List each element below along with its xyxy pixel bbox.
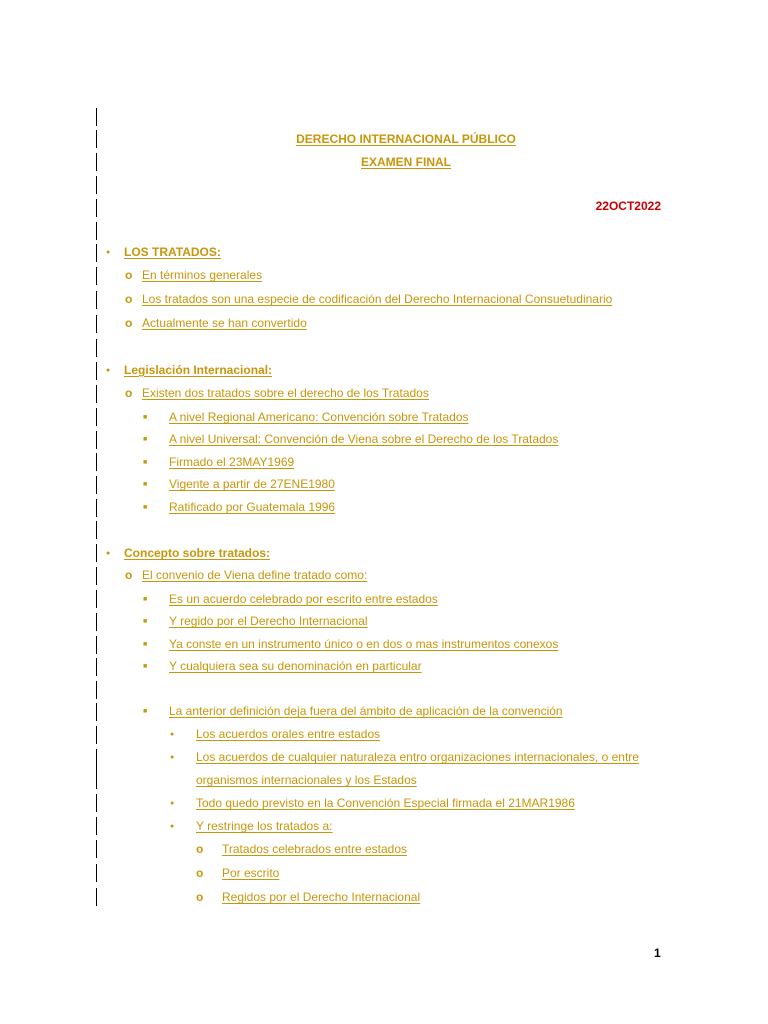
change-bar — [96, 476, 97, 494]
list-subitem: ■ A nivel Regional Americano: Convención sobre Tratados — [143, 410, 469, 424]
change-bar — [96, 362, 97, 380]
change-bar — [96, 408, 97, 426]
change-bar — [96, 153, 97, 171]
change-bar — [96, 749, 97, 789]
change-bar — [96, 544, 97, 562]
list-subitem: ■ Es un acuerdo celebrado por escrito entre estados — [143, 592, 438, 606]
square-bullet-icon: ■ — [143, 459, 148, 466]
list-level4-item: o Tratados celebrados entre estados — [196, 842, 407, 856]
change-bar — [96, 794, 97, 812]
disc-bullet-icon: ● — [106, 249, 111, 256]
list-item: o En términos generales — [125, 268, 263, 282]
change-bar — [96, 267, 97, 285]
change-bar — [96, 817, 97, 835]
circle-bullet-icon: o — [125, 268, 133, 282]
change-bar — [96, 521, 97, 539]
list-subsubitem-continuation: organismos internacionales y los Estados — [196, 773, 417, 787]
list-subitem: ■ Y cualquiera sea su denominación en particular — [143, 659, 422, 673]
list-item: o Existen dos tratados sobre el derecho de los Tratados — [125, 386, 429, 400]
change-bar — [96, 431, 97, 449]
section-heading-legislacion: ● Legislación Internacional: — [106, 363, 273, 377]
list-subitem: ■ La anterior definición deja fuera del ámbito de aplicación de la convención — [143, 704, 563, 718]
section-heading-tratados: ● LOS TRATADOS: — [106, 245, 221, 259]
change-bar — [96, 840, 97, 858]
list-subitem: ■ Ya conste en un instrumento único o en dos o mas instrumentos conexos — [143, 637, 559, 651]
list-level4-item: o Regidos por el Derecho Internacional — [196, 890, 421, 904]
square-bullet-icon: ■ — [143, 618, 148, 625]
change-bar — [96, 291, 97, 309]
change-bar — [96, 244, 97, 262]
list-item: o El convenio de Viena define tratado como: — [125, 568, 368, 582]
disc-bullet-icon: ● — [170, 823, 175, 830]
change-bar — [96, 703, 97, 721]
change-bar — [96, 385, 97, 403]
circle-bullet-icon: o — [196, 890, 204, 904]
change-bar — [96, 864, 97, 882]
list-item: o Actualmente se han convertido — [125, 316, 307, 330]
disc-bullet-icon: ● — [170, 800, 175, 807]
list-subsubitem: ● Los acuerdos orales entre estados — [170, 727, 381, 741]
circle-bullet-icon: o — [125, 316, 133, 330]
square-bullet-icon: ■ — [143, 663, 148, 670]
document-subtitle: EXAMEN FINAL — [361, 155, 451, 169]
list-subsubitem: ● Y restringe los tratados a: — [170, 819, 333, 833]
change-bar — [96, 199, 97, 217]
disc-bullet-icon: ● — [170, 731, 175, 738]
square-bullet-icon: ■ — [143, 708, 148, 715]
square-bullet-icon: ■ — [143, 436, 148, 443]
square-bullet-icon: ■ — [143, 641, 148, 648]
square-bullet-icon: ■ — [143, 596, 148, 603]
change-bar — [96, 636, 97, 654]
change-bar — [96, 176, 97, 194]
circle-bullet-icon: o — [125, 568, 133, 582]
circle-bullet-icon: o — [196, 842, 204, 856]
list-subsubitem: ● Los acuerdos de cualquier naturaleza entro organizaciones internacionales, o entre — [170, 750, 639, 764]
change-bar — [96, 108, 97, 126]
square-bullet-icon: ■ — [143, 414, 148, 421]
change-bar — [96, 658, 97, 676]
change-bar — [96, 681, 97, 699]
change-bar — [96, 315, 97, 333]
list-item: o Los tratados son una especie de codificación del Derecho Internacional Consuetudinario — [125, 292, 613, 306]
change-bar — [96, 499, 97, 517]
exam-date: 22OCT2022 — [595, 199, 661, 213]
change-bar — [96, 726, 97, 744]
list-subitem: ■ A nivel Universal: Convención de Viena sobre el Derecho de los Tratados — [143, 432, 559, 446]
change-bar — [96, 590, 97, 608]
disc-bullet-icon: ● — [106, 367, 111, 374]
change-bar — [96, 567, 97, 585]
section-heading-concepto: ● Concepto sobre tratados: — [106, 546, 271, 560]
list-subitem: ■ Firmado el 23MAY1969 — [143, 455, 295, 469]
change-bar — [96, 130, 97, 148]
circle-bullet-icon: o — [125, 292, 133, 306]
circle-bullet-icon: o — [125, 386, 133, 400]
list-subitem: ■ Ratificado por Guatemala 1996 — [143, 500, 336, 514]
change-bar — [96, 222, 97, 240]
list-subitem: ■ Y regido por el Derecho Internacional — [143, 614, 368, 628]
square-bullet-icon: ■ — [143, 481, 148, 488]
document-title: DERECHO INTERNACIONAL PÚBLICO — [296, 132, 516, 146]
change-bar — [96, 888, 97, 906]
square-bullet-icon: ■ — [143, 504, 148, 511]
circle-bullet-icon: o — [196, 866, 204, 880]
disc-bullet-icon: ● — [106, 550, 111, 557]
change-bar — [96, 613, 97, 631]
list-subsubitem: ● Todo quedo previsto en la Convención Especial firmada el 21MAR1986 — [170, 796, 575, 810]
page-number: 1 — [654, 946, 661, 960]
disc-bullet-icon: ● — [170, 754, 175, 761]
change-bar — [96, 453, 97, 471]
list-subitem: ■ Vigente a partir de 27ENE1980 — [143, 477, 335, 491]
list-level4-item: o Por escrito — [196, 866, 280, 880]
change-bar — [96, 339, 97, 357]
